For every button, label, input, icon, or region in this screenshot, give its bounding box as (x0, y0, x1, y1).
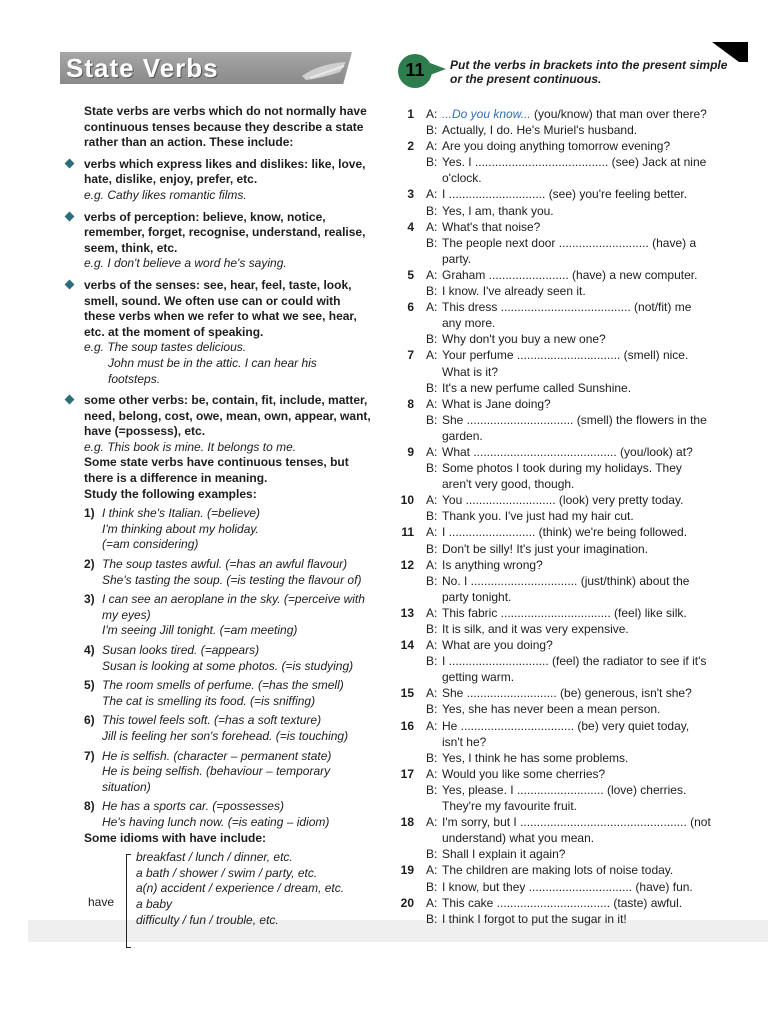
item-number: 2 (407, 139, 414, 154)
dialogue-line (426, 879, 712, 895)
exercise-item (396, 766, 712, 814)
speaker-label: B: (426, 235, 438, 250)
example-item: 4) Susan looks tired. (=appears) Susan is looking at some photos. (=is studying) (84, 643, 354, 673)
speaker-label: B: (426, 412, 438, 427)
idiom-have-label: have (88, 895, 115, 910)
line-text: What are you doing? (442, 638, 553, 653)
line-text: Your perfume ............................... (smell) nice. What is it? (442, 348, 689, 379)
dialogue-line (426, 283, 712, 299)
line-text: Don't be silly! It's just your imagination. (442, 541, 649, 556)
diamond-bullet-icon (65, 279, 75, 289)
line-text: Graham ........................ (have) a new computer. (442, 267, 698, 282)
exercise-item (396, 267, 712, 299)
speaker-label: A: (426, 895, 438, 910)
example-item: 7) He is selfish. (character – permanent state) He is being selfish. (behaviour – temporary situation) (84, 748, 332, 794)
exercise-item (396, 862, 712, 894)
exercise-item (396, 492, 712, 524)
line-text: Why don't you buy a new one? (442, 332, 606, 347)
line-text: Are you doing anything tomorrow evening? (442, 139, 671, 154)
speaker-label: A: (426, 557, 438, 572)
dialogue-line (426, 621, 712, 637)
speaker-label: B: (426, 573, 438, 588)
idiom-line: breakfast / lunch / dinner, etc. (136, 850, 293, 865)
line-text: Actually, I do. He's Muriel's husband. (442, 123, 638, 138)
speaker-label: B: (426, 702, 438, 717)
dialogue-line (426, 138, 712, 154)
dialogue-line (426, 573, 712, 605)
exercise-item (396, 138, 712, 186)
speaker-label: A: (426, 493, 438, 508)
exercise-item (396, 524, 712, 556)
bullet-perception: verbs of perception: believe, know, notice, remember, forget, recognise, understand, realise, seem, think, etc. e.g. I don't believe a word he's saying. (66, 210, 372, 272)
line-text: I think I forgot to put the sugar in it! (442, 911, 627, 926)
dialogue-line (426, 653, 712, 685)
item-number: 5 (407, 267, 414, 282)
dialogue-line (426, 267, 712, 283)
idiom-bracket (126, 854, 131, 948)
dialogue-line (426, 685, 712, 701)
exercise-item (396, 396, 712, 444)
speaker-label: B: (426, 911, 438, 926)
dialogue-line (426, 814, 712, 846)
example-item: 6) This towel feels soft. (=has a soft texture) Jill is feeling her son's forehead. (=is touching) (84, 713, 349, 743)
speaker-label: B: (426, 879, 438, 894)
dialogue-line (426, 524, 712, 540)
speaker-label: A: (426, 444, 438, 459)
line-text: Thank you. I've just had my hair cut. (442, 509, 634, 524)
dialogue-line (426, 846, 712, 862)
diamond-bullet-icon (65, 211, 75, 221)
dialogue-line (426, 541, 712, 557)
exercise-list (396, 106, 712, 927)
line-text: What ........................................... (you/look) at? (442, 444, 693, 459)
speaker-label: A: (426, 139, 438, 154)
dialogue-line (426, 492, 712, 508)
idiom-line: a(n) accident / experience / dream, etc. (136, 881, 345, 896)
exercise-item (396, 605, 712, 637)
item-number: 15 (400, 686, 414, 701)
bullet-senses: verbs of the senses: see, hear, feel, taste, look, smell, sound. We often use can or could with these verbs when we refer to what we see, hear, etc. at the moment of speaking. e.g. The soup tastes delicious. John must be in the attic. I can hear his footsteps. (66, 278, 372, 387)
line-text: He .................................. (be) very quiet today, isn't he? (442, 718, 690, 749)
diamond-bullet-icon (65, 395, 75, 405)
item-number: 12 (400, 557, 414, 572)
dialogue-line (426, 331, 712, 347)
item-number: 14 (400, 638, 414, 653)
exercise-item (396, 557, 712, 605)
dialogue-line (426, 718, 712, 750)
dialogue-line (426, 862, 712, 878)
line-text: You ........................... (look) very pretty today. (442, 493, 684, 508)
item-number: 4 (407, 219, 414, 234)
example-item: 8) He has a sports car. (=possesses) He's having lunch now. (=is eating – idiom) (84, 799, 330, 829)
speaker-label: A: (426, 525, 438, 540)
speaker-label: B: (426, 509, 438, 524)
speaker-label: B: (426, 541, 438, 556)
speaker-label: A: (426, 863, 438, 878)
idioms-box (66, 850, 372, 928)
speaker-label: B: (426, 461, 438, 476)
item-number: 19 (400, 863, 414, 878)
speaker-label: B: (426, 203, 438, 218)
speaker-label: B: (426, 380, 438, 395)
idiom-line: a baby (136, 896, 173, 911)
diamond-bullet-icon (65, 158, 75, 168)
dialogue-line (426, 396, 712, 412)
line-text: I'm sorry, but I .................................................. (not understand) what you mean. (442, 815, 711, 846)
line-text: It is silk, and it was very expensive. (442, 622, 629, 636)
dialogue-line (426, 219, 712, 235)
line-text: Would you like some cherries? (442, 766, 606, 781)
study-note: Study the following examples: (84, 486, 257, 501)
item-number: 18 (400, 815, 414, 830)
dialogue-line (426, 347, 712, 379)
exercise-item (396, 444, 712, 492)
item-number: 11 (401, 525, 414, 540)
speaker-label: A: (426, 348, 438, 363)
line-text: She ........................... (be) generous, isn't she? (442, 686, 692, 701)
speaker-label: A: (426, 718, 438, 733)
sample-answer: ...Do you know... (442, 107, 531, 121)
idiom-line: a bath / shower / swim / party, etc. (136, 865, 318, 880)
continuous-note: Some state verbs have continuous tenses, but there is a difference in meaning. (84, 455, 349, 486)
line-text: I .............................. (feel) the radiator to see if it's getting warm. (442, 654, 707, 685)
speaker-label: A: (426, 219, 438, 234)
exercise-item (396, 685, 712, 717)
line-text: This dress ....................................... (not/fit) me any more. (442, 300, 692, 331)
dialogue-line (426, 782, 712, 814)
item-number: 20 (400, 895, 414, 910)
example-item: 2) The soup tastes awful. (=has an awful flavour) She's tasting the soup. (=is testing the flavour of) (84, 557, 362, 587)
dialogue-line (426, 412, 712, 444)
dialogue-line (426, 460, 712, 492)
item-number: 1 (407, 107, 414, 121)
line-text: This cake .................................. (taste) awful. (442, 895, 683, 910)
line-text: Is anything wrong? (442, 557, 543, 572)
line-text: This fabric ................................. (feel) like silk. (442, 605, 687, 620)
exercise-item (396, 299, 712, 347)
exercise-instruction: Put the verbs in brackets into the present simple or the present continuous. (450, 58, 728, 86)
line-text: What is Jane doing? (442, 396, 551, 411)
exercise-item (396, 106, 712, 138)
dialogue-line (426, 186, 712, 202)
item-number: 3 (407, 187, 414, 202)
speaker-label: B: (426, 123, 438, 138)
brush-stroke-decoration (300, 60, 348, 82)
speaker-label: A: (426, 638, 438, 653)
item-number: 7 (407, 348, 414, 363)
line-text: Yes. I ........................................ (see) Jack at nine o'clock. (442, 155, 707, 186)
exercise-badge-pointer (430, 63, 446, 75)
speaker-label: B: (426, 782, 438, 797)
speaker-label: A: (426, 267, 438, 282)
line-text: I .......................... (think) we're being followed. (442, 525, 688, 540)
speaker-label: A: (426, 815, 438, 830)
exercise-item (396, 347, 712, 395)
example-item: 5) The room smells of perfume. (=has the smell) The cat is smelling its food. (=is sniffing) (84, 678, 344, 708)
exercise-item (396, 895, 712, 927)
speaker-label: B: (426, 654, 438, 669)
examples-list (66, 506, 372, 830)
speaker-label: A: (426, 686, 438, 701)
exercise-item (396, 814, 712, 862)
line-text: The children are making lots of noise today. (442, 863, 674, 878)
line-text: She ................................ (smell) the flowers in the garden. (442, 412, 707, 443)
speaker-label: B: (426, 750, 438, 765)
dialogue-line (426, 766, 712, 782)
line-text: I know, but they ............................... (have) fun. (442, 879, 693, 894)
line-text: It's a new perfume called Sunshine. (442, 380, 632, 395)
answered-line: ...Do you know... (you/know) that man over there? (442, 107, 707, 121)
idioms-heading: Some idioms with have include: (84, 830, 267, 845)
idiom-line: difficulty / fun / trouble, etc. (136, 912, 279, 927)
dialogue-line (426, 637, 712, 653)
exercise-number: 11 (405, 60, 425, 80)
speaker-label: B: (426, 332, 438, 347)
item-number: 10 (400, 493, 414, 508)
item-number: 8 (407, 396, 414, 411)
exercise-item (396, 219, 712, 267)
speaker-label: B: (426, 284, 438, 299)
page-title: State Verbs (66, 53, 219, 83)
line-text: Yes, I think he has some problems. (442, 750, 629, 765)
line-text: No. I ................................ (just/think) about the party tonight. (442, 573, 690, 604)
exercise-item (396, 637, 712, 685)
dialogue-line (426, 299, 712, 331)
dialogue-line (426, 122, 712, 138)
dialogue-line (426, 380, 712, 396)
dialogue-line (426, 154, 712, 186)
dialogue-line (426, 444, 712, 460)
line-text: Yes, she has never been a mean person. (442, 702, 661, 717)
dialogue-line (426, 701, 712, 717)
bullet-likes: verbs which express likes and dislikes: like, love, hate, dislike, enjoy, prefer, etc. e.g. Cathy likes romantic films. (66, 157, 372, 204)
item-number: 9 (407, 444, 414, 459)
line-text: Shall I explain it again? (442, 847, 566, 862)
item-number: 6 (407, 300, 414, 315)
theory-column (66, 104, 372, 928)
line-text: I know. I've already seen it. (442, 284, 586, 299)
dialogue-line (426, 895, 712, 911)
intro-text: State verbs are verbs which do not normally have continuous tenses because they describe a state rather than an action. These include: (84, 104, 367, 150)
dialogue-line (426, 508, 712, 524)
dialogue-line (426, 605, 712, 621)
dialogue-line (426, 235, 712, 267)
line-text: Yes, I am, thank you. (442, 203, 554, 218)
line-text: I ............................. (see) you're feeling better. (442, 187, 688, 202)
item-number: 16 (400, 718, 414, 733)
exercise-item (396, 186, 712, 218)
line-text: The people next door ........................... (have) a party. (442, 235, 697, 266)
dialogue-line (426, 911, 712, 927)
exercise-item (396, 718, 712, 766)
speaker-label: B: (426, 847, 438, 862)
line-text: What's that noise? (442, 219, 541, 234)
dialogue-line (426, 203, 712, 219)
speaker-label: A: (426, 300, 438, 315)
dialogue-line (426, 557, 712, 573)
speaker-label: B: (426, 622, 438, 636)
speaker-label: A: (426, 187, 438, 202)
line-text: Some photos I took during my holidays. They aren't very good, though. (442, 461, 682, 492)
line-text: Yes, please. I .......................... (love) cherries. They're my favourite fruit. (442, 782, 687, 814)
example-item: 1) I think she's Italian. (=believe) I'm thinking about my holiday. (=am considering) (84, 506, 261, 552)
speaker-label: A: (426, 107, 438, 121)
speaker-label: B: (426, 155, 438, 170)
speaker-label: A: (426, 396, 438, 411)
speaker-label: A: (426, 766, 438, 781)
example-item: 3) I can see an aeroplane in the sky. (=perceive with my eyes) I'm seeing Jill tonight. (=am meeting) (84, 592, 365, 638)
bullet-other-verbs: some other verbs: be, contain, fit, include, matter, need, belong, cost, owe, mean, own, appear, want, have (=possess), etc. e.g. This book is mine. It belongs to me. (66, 393, 372, 455)
item-number: 13 (400, 605, 414, 620)
speaker-label: A: (426, 605, 438, 620)
dialogue-line (426, 106, 712, 122)
item-number: 17 (400, 766, 414, 781)
dialogue-line (426, 750, 712, 766)
